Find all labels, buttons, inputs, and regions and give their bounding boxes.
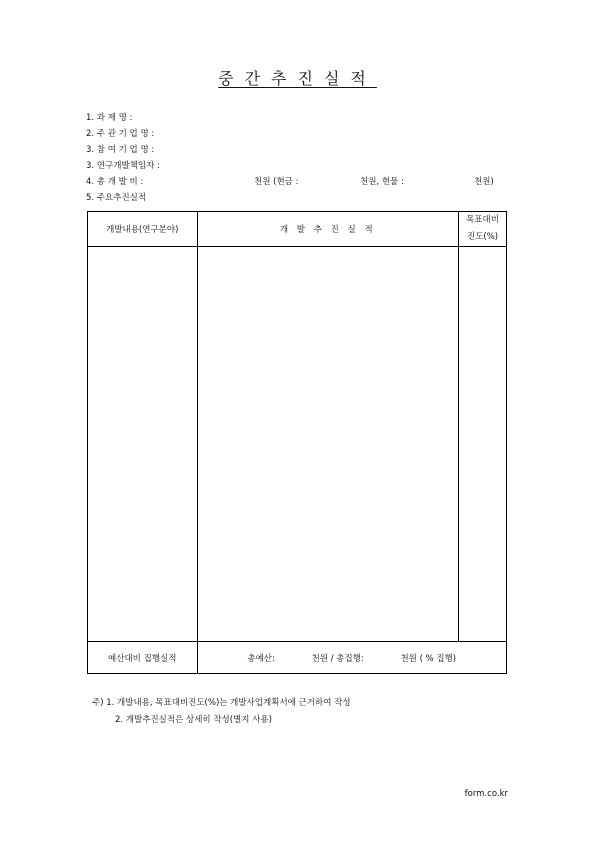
- table-header-row: [88, 212, 507, 247]
- dev-content-header: 개발내용(연구분야): [88, 212, 198, 247]
- note-2: 2. 개발추진실적은 상세히 작성(별지 사용): [115, 715, 272, 725]
- progress-cell[interactable]: [459, 247, 507, 642]
- budget-total-unit: 천원 (현금 :: [254, 177, 299, 187]
- achievement-table: [87, 211, 507, 674]
- budget-execution-text: [198, 652, 507, 664]
- main-achievements-row: 5. 주요추진실적: [86, 193, 147, 203]
- dev-achievement-cell[interactable]: [197, 247, 459, 642]
- research-manager-row: 3. 연구개발책임자 :: [86, 161, 160, 171]
- total-budget-row: [86, 174, 494, 190]
- dev-content-cell[interactable]: [88, 247, 198, 642]
- budget-inkind-unit: 천원): [474, 177, 494, 187]
- project-info-block: [86, 110, 494, 206]
- participating-company-row: 3. 참 여 기 업 명 :: [86, 145, 155, 155]
- budget-execution-row: [88, 642, 507, 674]
- footer-total-executed: 천원 / 총집행:: [311, 653, 364, 664]
- total-budget-label: 4. 총 개 발 비 :: [86, 177, 144, 187]
- table-body-row: [88, 247, 507, 642]
- note-1: 주) 1. 개발내용, 목표대비진도(%)는 개발사업계획서에 근거하여 작성: [92, 698, 351, 708]
- budget-execution-cell[interactable]: [197, 642, 507, 674]
- progress-header-line1: 목표대비: [466, 215, 499, 225]
- notes-block: [92, 695, 351, 729]
- budget-cash-unit: 천원, 현물 :: [360, 177, 404, 187]
- footer-total-budget: 총예산:: [247, 653, 275, 664]
- footer-execution-rate: 천원 ( % 집행): [400, 653, 457, 664]
- progress-header-line2: 진도(%): [466, 232, 499, 242]
- budget-execution-label: 예산대비 집행실적: [88, 642, 198, 674]
- dev-achievement-header: 개 발 추 진 실 적: [197, 212, 459, 247]
- source-watermark: form.co.kr: [464, 789, 508, 799]
- lead-company-row: 2. 주 관 기 업 명 :: [86, 129, 155, 139]
- progress-header: [459, 212, 507, 247]
- project-name-row: 1. 과 제 명 :: [86, 113, 133, 123]
- document-title: 중간추진실적: [218, 69, 377, 88]
